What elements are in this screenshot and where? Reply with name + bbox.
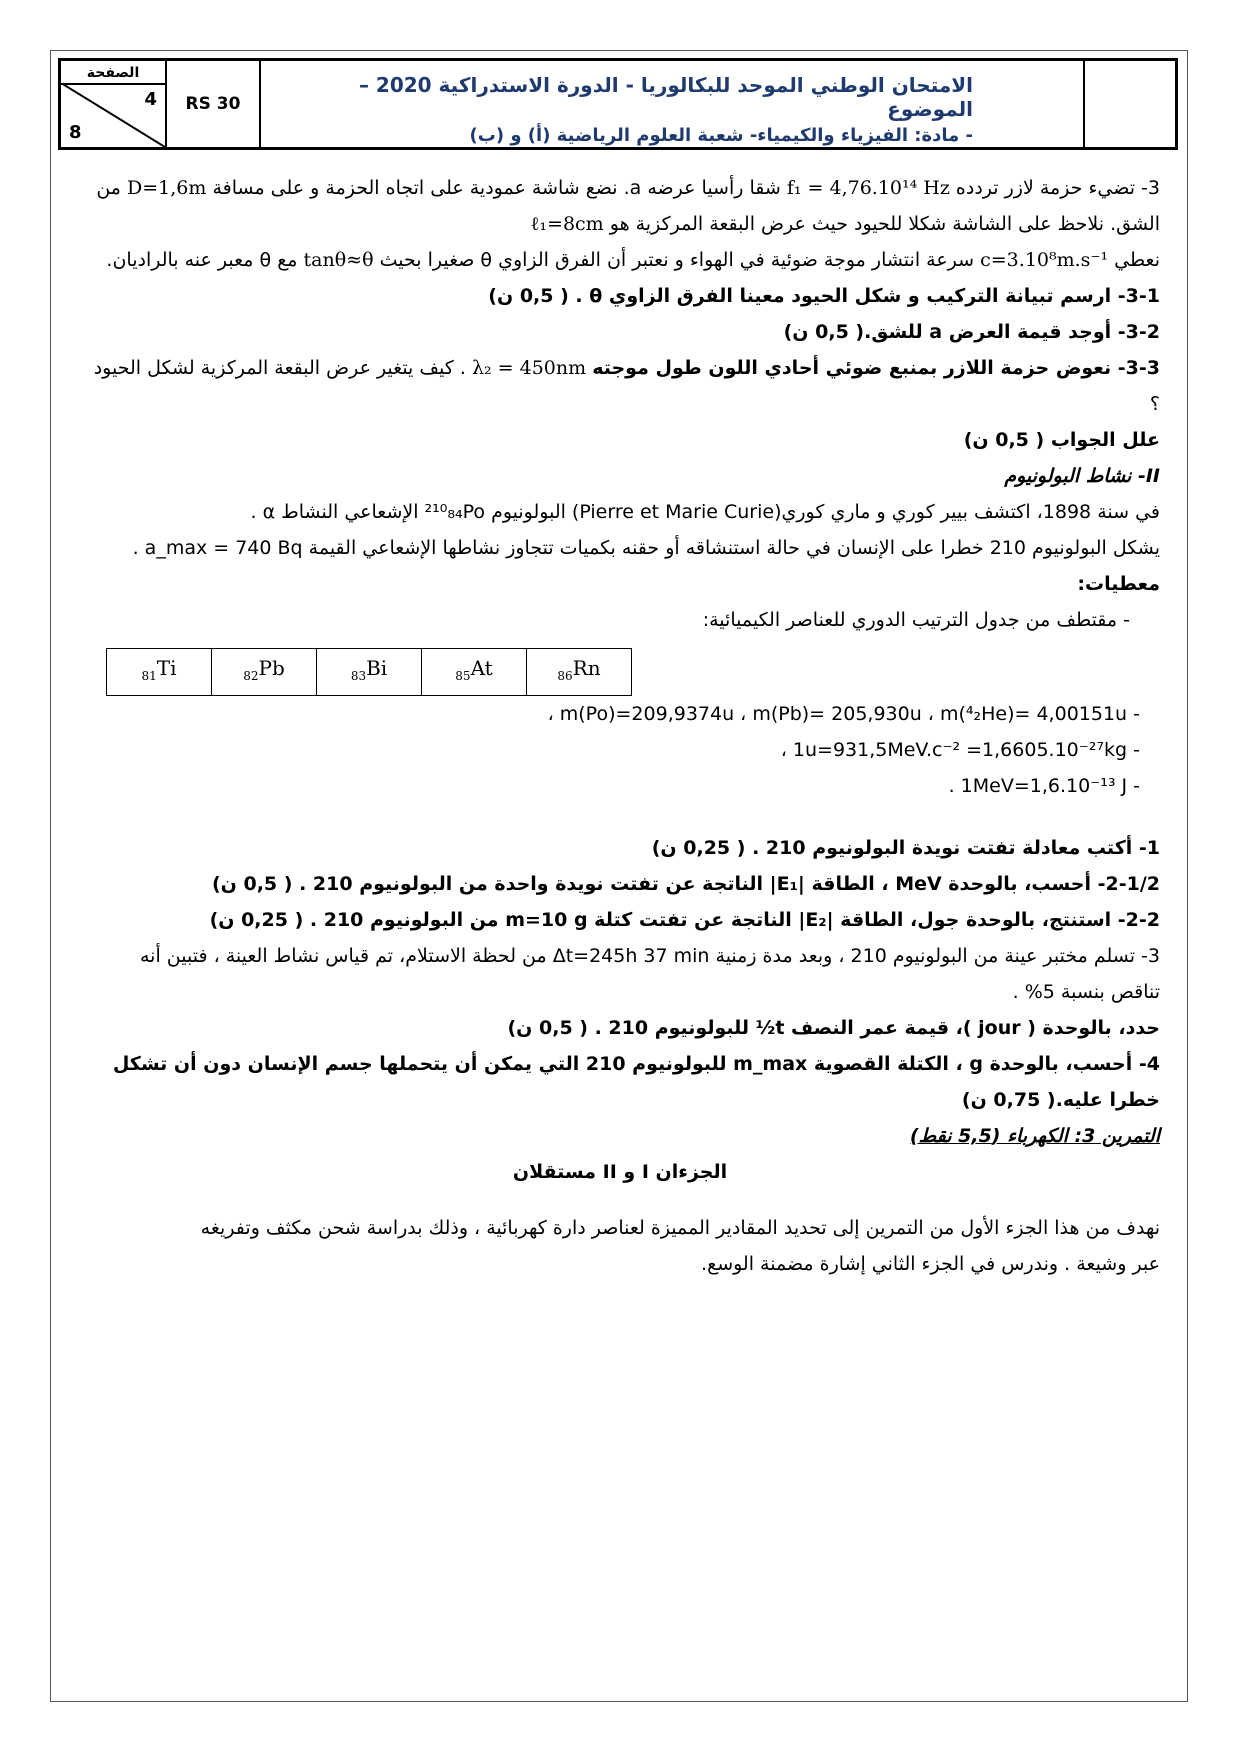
exercise-3-intro-1: نهدف من هذا الجزء الأول من التمرين إلى تحديد المقادير المميزة لعناصر دارة كهربائية ، وذلك بدراسة شحن مكثف وتفريغه <box>200 1217 1160 1239</box>
page-total: 8 <box>69 122 82 143</box>
page-number-box <box>61 61 167 147</box>
given-d: مع θ معبر عنه بالراديان. <box>106 249 298 271</box>
small-angle-approx: tanθ≈θ <box>303 249 374 271</box>
given-data <box>80 242 1160 278</box>
q3-3-b: . كيف يتغير عرض البقعة المركزية لشكل الحيود ؟ <box>93 357 1160 415</box>
question-2-2: 2-2- استنتج، بالوحدة جول، الطاقة |E₂| الناتجة عن تفتت كتلة m=10 g من البولونيوم 210 . ( 0,25 ن) <box>209 909 1160 931</box>
title-line2: - مادة: الفيزياء والكيمياء- شعبة العلوم الرياضية (أ) و (ب) <box>469 125 973 146</box>
page-current: 4 <box>144 89 157 110</box>
wavelength-2: λ₂ = 450nm <box>471 357 587 379</box>
screen-distance: D=1,6m <box>127 177 207 199</box>
question-1: 1- أكتب معادلة تفتت نويدة البولونيوم 210 . ( 0,25 ن) <box>651 837 1160 859</box>
polonium-intro-2: يشكل البولونيوم 210 خطرا على الإنسان في حالة استنشاقه أو حقنه بكميات تتجاوز نشاطها الإشعاعي القيمة a_max = 740 Bq . <box>132 537 1160 559</box>
title-line1: الامتحان الوطني الموحد للبكالوريا - الدورة الاستدراكية 2020 – الموضوع <box>358 73 973 121</box>
question-3-b: تناقص بنسبة 5% . <box>1012 981 1160 1003</box>
table-caption: - مقتطف من جدول الترتيب الدوري للعناصر الكيميائية: <box>702 609 1130 631</box>
page-label: الصفحة <box>61 63 165 85</box>
q3-intro-a: 3- تضيء حزمة لازر تردده <box>955 177 1160 199</box>
given-b: سرعة انتشار موجة ضوئية في الهواء و نعتبر أن الفرق الزاوي θ صغيرا بحيث <box>379 249 975 271</box>
element-cell <box>317 649 422 696</box>
question-3-a: 3- تسلم مختبر عينة من البولونيوم 210 ، وبعد مدة زمنية Δt=245h 37 min من لحظة الاستلام، تم قياس نشاط العينة ، فتبين أنه <box>139 945 1160 967</box>
mass-data: - m(Po)=209,9374u ، m(Pb)= 205,930u ، m(⁴₂He)= 4,00151u ، <box>547 703 1140 725</box>
exam-content <box>80 170 1160 1282</box>
given-a: نعطي <box>1114 249 1160 271</box>
element-cell <box>212 649 317 696</box>
laser-frequency: f₁ = 4,76.10¹⁴ Hz <box>786 177 950 199</box>
question-4: 4- أحسب، بالوحدة g ، الكتلة القصوية m_max للبولونيوم 210 التي يمكن أن يتحملها جسم الإنسان دون أن تشكل خطرا عليه.( 0,75 ن) <box>112 1053 1160 1111</box>
exercise-3-subtitle: الجزءان I و II مستقلان <box>512 1161 728 1183</box>
question-3-c: حدد، بالوحدة ( jour )، قيمة عمر النصف t½ للبولونيوم 210 . ( 0,5 ن) <box>507 1017 1160 1039</box>
exercise-3-title: التمرين 3: الكهرباء (5,5 نقط) <box>909 1125 1160 1147</box>
q3-intro <box>80 170 1160 242</box>
element-symbol: At <box>470 656 493 680</box>
periodic-table-wrap <box>80 648 1160 696</box>
element-cell <box>107 649 212 696</box>
atomic-number: 86 <box>557 669 573 683</box>
exam-title <box>261 61 1085 147</box>
exam-header <box>58 58 1178 150</box>
light-speed: c=3.10⁸m.s⁻¹ <box>980 249 1109 271</box>
element-cell <box>422 649 527 696</box>
section-polonium-title: II- نشاط البولونيوم <box>1004 465 1160 487</box>
atomic-number: 85 <box>455 669 471 683</box>
element-symbol: Bi <box>366 656 388 680</box>
polonium-intro-1: في سنة 1898، اكتشف بيير كوري و ماري كوري(Pierre et Marie Curie) البولونيوم ²¹⁰₈₄Po الإشعاعي النشاط α . <box>250 501 1160 523</box>
unit-conversion-mev: - 1MeV=1,6.10⁻¹³ J . <box>948 775 1140 797</box>
header-blank-cell <box>1085 61 1175 147</box>
question-3-2: 3-2- أوجد قيمة العرض a للشق.( 0,5 ن) <box>783 321 1160 343</box>
question-3-1: 3-1- ارسم تبيانة التركيب و شكل الحيود معينا الفرق الزاوي θ . ( 0,5 ن) <box>488 285 1160 307</box>
element-cell <box>527 649 632 696</box>
q3-3-a: 3-3- نعوض حزمة اللازر بمنبع ضوئي أحادي اللون طول موجته <box>592 357 1160 379</box>
question-3-3 <box>80 350 1160 422</box>
central-width: ℓ₁=8cm <box>530 213 604 235</box>
element-symbol: Rn <box>572 656 601 680</box>
question-3-3-justify: علل الجواب ( 0,5 ن) <box>963 429 1160 451</box>
q3-intro-c: من الشق. نلاحظ على الشاشة شكلا للحيود حيث عرض البقعة المركزية هو <box>96 177 1160 235</box>
element-symbol: Pb <box>258 656 285 680</box>
element-symbol: Ti <box>156 656 177 680</box>
periodic-table-excerpt <box>106 648 632 696</box>
unit-conversion-u: - 1u=931,5MeV.c⁻² =1,6605.10⁻²⁷kg ، <box>780 739 1140 761</box>
atomic-number: 81 <box>141 669 157 683</box>
exam-code: RS 30 <box>167 61 261 147</box>
question-2-1: 2-1/2- أحسب، بالوحدة MeV ، الطاقة |E₁| الناتجة عن تفتت نويدة واحدة من البولونيوم 210 . ( 0,5 ن) <box>211 873 1160 895</box>
atomic-number: 83 <box>350 669 367 683</box>
atomic-number: 82 <box>243 669 259 683</box>
q3-intro-b: شقا رأسيا عرضه a. نضع شاشة عمودية على اتجاه الحزمة و على مسافة <box>212 177 781 199</box>
data-title: معطيات: <box>1077 573 1160 595</box>
exercise-3-intro-2: عبر وشيعة . وندرس في الجزء الثاني إشارة مضمنة الوسع. <box>701 1253 1160 1275</box>
